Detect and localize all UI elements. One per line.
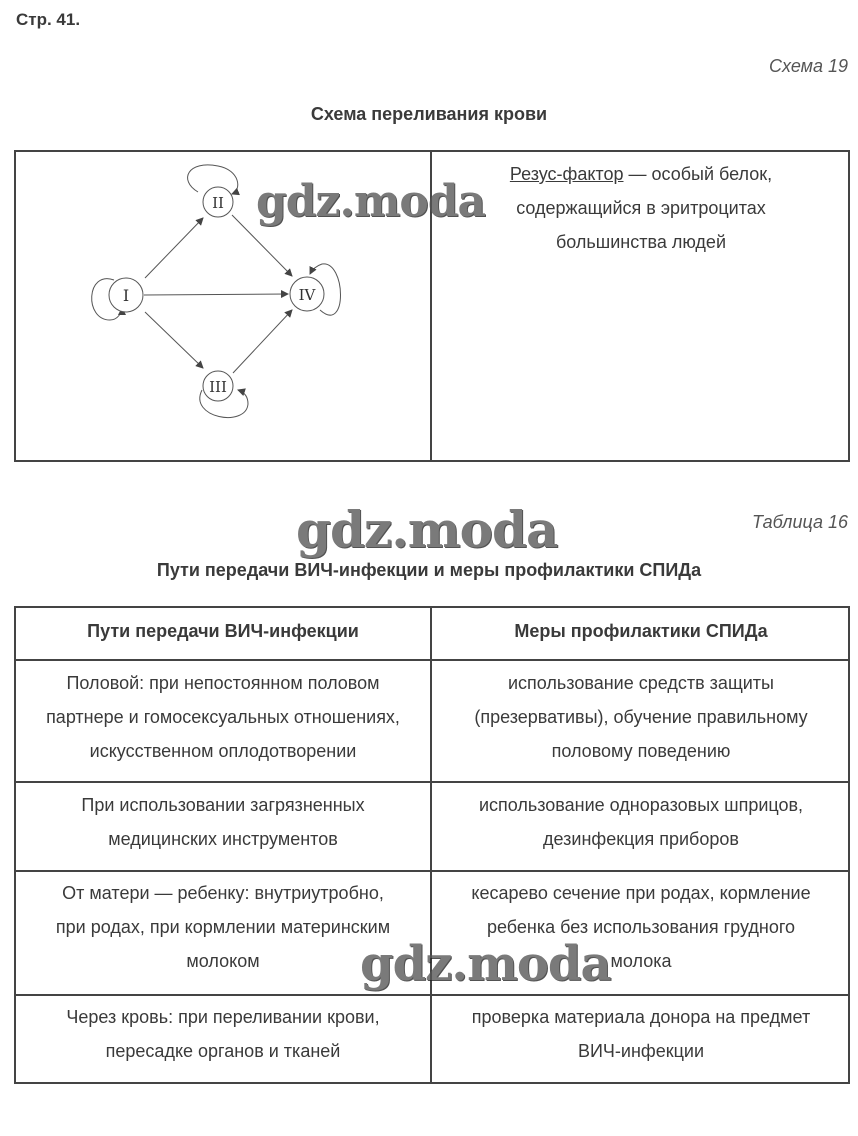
watermark: gdz.moda — [360, 936, 611, 992]
node-i — [109, 278, 143, 312]
svg-text:III: III — [209, 378, 227, 396]
rhesus-term: Резус-фактор — [509, 164, 624, 184]
cell-line: использование одноразовых шприцов, — [478, 795, 804, 815]
svg-text:I: I — [122, 286, 130, 305]
table-row — [16, 1000, 430, 1068]
arrow-i-iii — [145, 312, 203, 368]
table-title: Пути передачи ВИЧ-инфекции и меры профилактики СПИДа — [156, 560, 702, 580]
table-row-divider — [14, 994, 850, 996]
arrow-iii-iv — [233, 310, 292, 373]
cell-line: искусственном оплодотворении — [89, 741, 357, 761]
cell-line: ребенка без использования грудного — [486, 917, 796, 937]
cell-line: пересадке органов и тканей — [105, 1041, 341, 1061]
scheme-label: Схема 19 — [769, 56, 848, 76]
cell-line: половому поведению — [551, 741, 731, 761]
table-row — [16, 788, 430, 856]
cell-line: Через кровь: при переливании крови, — [66, 1007, 380, 1027]
arrow-i-ii — [145, 218, 203, 278]
table-row — [432, 788, 850, 856]
header-prevention: Меры профилактики СПИДа — [514, 621, 768, 641]
cell-line: ВИЧ-инфекции — [577, 1041, 705, 1061]
table-label: Таблица 16 — [751, 512, 848, 532]
cell-line: молоком — [186, 951, 260, 971]
rhesus-definition-line3: большинства людей — [555, 232, 727, 252]
cell-line: При использовании загрязненных — [81, 795, 365, 815]
header-transmission: Пути передачи ВИЧ-инфекции — [87, 621, 359, 641]
cell-line: медицинских инструментов — [108, 829, 338, 849]
node-iii — [203, 371, 233, 401]
svg-text:II: II — [212, 194, 224, 212]
arrow-i-iv — [144, 294, 288, 295]
table-row — [16, 666, 430, 768]
rhesus-definition-line2: содержащийся в эритроцитах — [516, 198, 766, 218]
cell-line: при родах, при кормлении материнским — [55, 917, 391, 937]
rhesus-definition-rest: — особый белок, — [623, 164, 773, 184]
svg-text:IV: IV — [298, 286, 316, 304]
cell-line: дезинфекция приборов — [543, 829, 739, 849]
node-iv — [290, 277, 324, 311]
cell-line: Половой: при непостоянном половом — [66, 673, 380, 693]
page-number: Стр. 41. — [16, 10, 81, 29]
table-row-divider — [14, 659, 850, 661]
watermark: gdz.moda — [296, 500, 558, 559]
table-row-divider — [14, 870, 850, 872]
cell-line: кесарево сечение при родах, кормление — [471, 883, 811, 903]
cell-line: партнере и гомосексуальных отношениях, — [46, 707, 400, 727]
cell-line: молока — [610, 951, 672, 971]
table-row — [432, 1000, 850, 1068]
table-row-divider — [14, 781, 850, 783]
node-ii — [203, 187, 233, 217]
watermark: gdz.moda — [256, 176, 486, 227]
cell-line: (презервативы), обучение правильному — [474, 707, 808, 727]
cell-line: проверка материала донора на предмет — [471, 1007, 811, 1027]
table-row — [432, 666, 850, 768]
rhesus-definition — [432, 157, 850, 259]
cell-line: использование средств защиты — [508, 673, 774, 693]
cell-line: От матери — ребенку: внутриутробно, — [62, 883, 384, 903]
scheme-title: Схема переливания крови — [310, 104, 548, 124]
